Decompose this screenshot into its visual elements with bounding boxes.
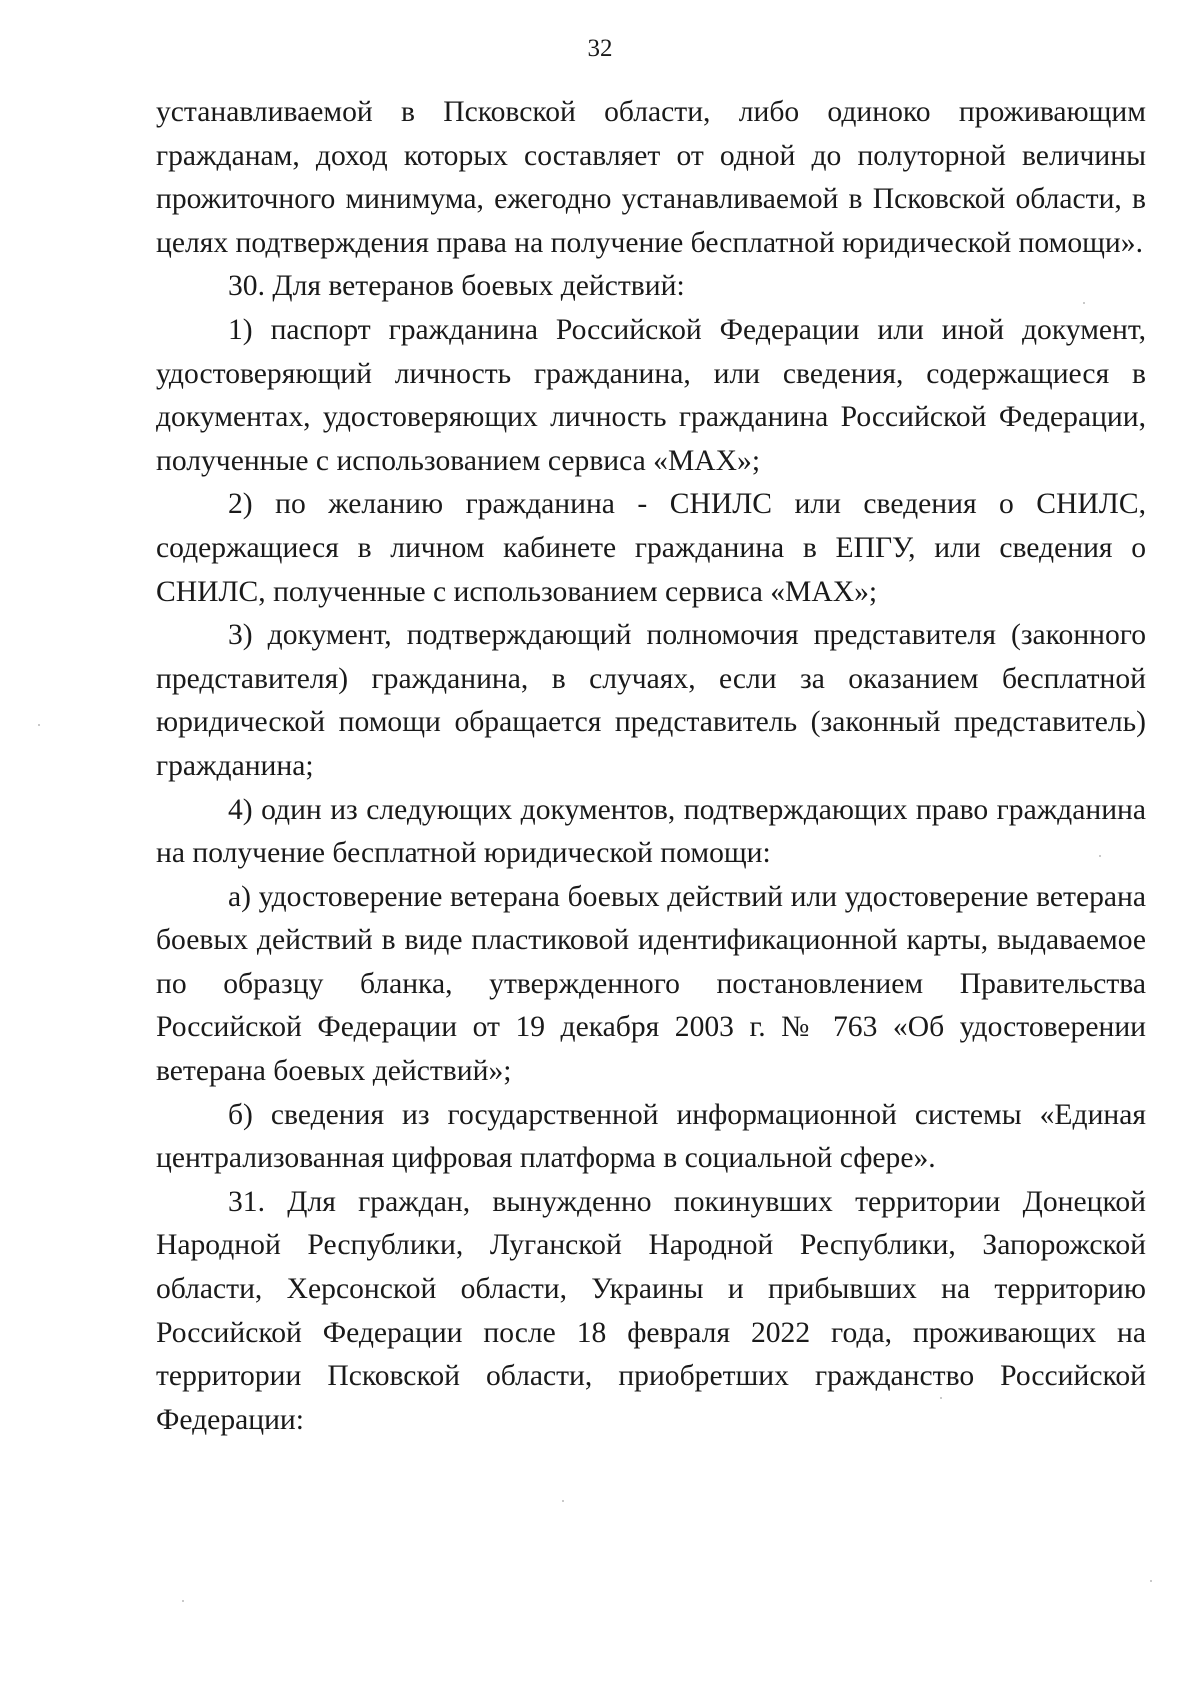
paragraph-continuation: устанавливаемой в Псковской области, либо одиноко проживающим гражданам, доход которых составляет от одной до полуторной величины прожиточного минимума, ежегодно устанавливаемой в Псковской области, в целях подтверждения права на получение бесплатной юридической помощи». [156,96,1146,259]
scan-speck [1099,855,1101,857]
scan-speck [38,724,40,726]
paragraph-item-2-snils: 2) по желанию гражданина - СНИЛС или сведения о СНИЛС, содержащиеся в личном кабинете гражданина в ЕПГУ, или сведения о СНИЛС, полученные с использованием сервиса «МАХ»; [156,488,1146,608]
scan-speck [1083,302,1085,304]
paragraph-item-1-passport: 1) паспорт гражданина Российской Федерации или иной документ, удостоверяющий личность гражданина, или сведения, содержащиеся в документах, удостоверяющих личность гражданина Российской Федерации, полученные с использованием сервиса «МАХ»; [156,313,1146,477]
paragraph-item-a-certificate: а) удостоверение ветерана боевых действий или удостоверение ветерана боевых действий в виде пластиковой идентификационной карты, выдаваемое по образцу бланка, утвержденного постановлением Правительства Российской Федерации от 19 декабря 2003 г. № 763 «Об удостоверении ветерана боевых действий»; [156,880,1146,1088]
paragraph-item-31-heading: 31. Для граждан, вынужденно покинувших территории Донецкой Народной Республики, Луганской Народной Республики, Запорожской области, Херсонской области, Украины и прибывших на территорию Российской Федерации после 18 февраля 2022 года, проживающих на территории Псковской области, приобретших гражданство Российской Федерации: [156,1185,1146,1436]
paragraph-item-b-information-system: б) сведения из государственной информационной системы «Единая централизованная цифровая платформа в социальной сфере». [156,1098,1146,1175]
paragraph-item-3-representative: 3) документ, подтверждающий полномочия представителя (законного представителя) гражданина, в случаях, если за оказанием бесплатной юридической помощи обращается представитель (законный представитель) гражданина; [156,619,1146,782]
scan-speck [562,1500,564,1502]
scan-speck [940,1397,942,1399]
scan-speck [182,1600,184,1602]
scan-speck [1150,1580,1152,1582]
page-number: 32 [587,35,613,62]
paragraph-item-4-documents: 4) один из следующих документов, подтверждающих право гражданина на получение бесплатной юридической помощи: [156,793,1146,870]
document-body [156,91,1146,1442]
paragraph-item-30-heading: 30. Для ветеранов боевых действий: [228,270,685,303]
